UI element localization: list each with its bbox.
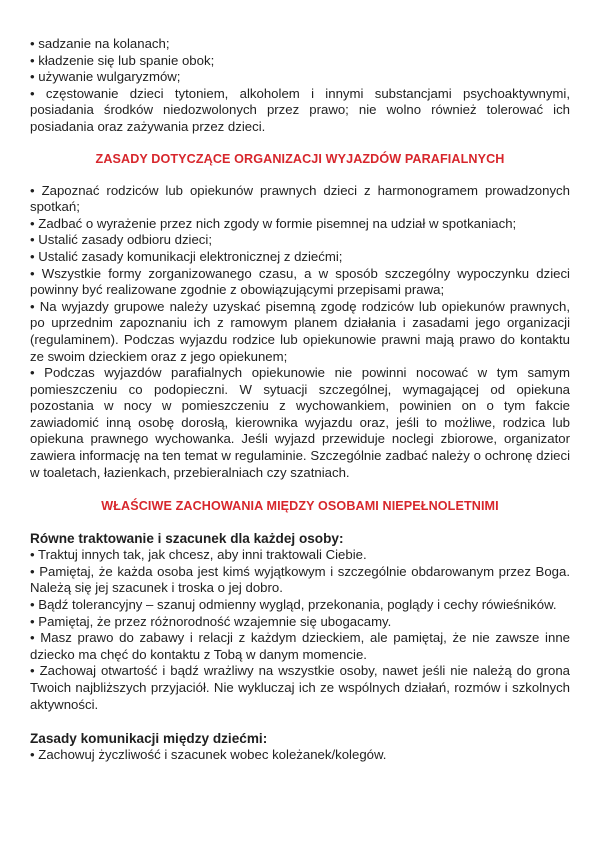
- section-heading-minors: WŁAŚCIWE ZACHOWANIA MIĘDZY OSOBAMI NIEPEŁNOLETNIMI: [101, 499, 499, 514]
- list-item: • Pamiętaj, że przez różnorodność wzajemnie się ubogacamy.: [30, 613, 392, 629]
- list-item: • Ustalić zasady komunikacji elektronicznej z dziećmi;: [30, 248, 343, 264]
- list-item: • Zapoznać rodziców lub opiekunów prawnych dzieci z harmonogramem prowadzonych spotkań;: [30, 182, 570, 215]
- list-item: • Ustalić zasady odbioru dzieci;: [30, 232, 212, 248]
- list-item: • używanie wulgaryzmów;: [30, 69, 181, 85]
- list-item: • sadzanie na kolanach;: [30, 36, 170, 51]
- list-item: • Podczas wyjazdów parafialnych opiekunowie nie powinni nocować w tym samym pomieszczeniu co podopieczni. W sytuacji szczególnej, wymagającej od opiekuna pozostania w nocy w pomieszczeniu z wychowankiem, powinien on o tym fakcie zawiadomić inną osobę dorosłą, kierownika wyjazdu oraz, jeśli to możliwe, rodzica lub opiekuna prawnego wychowanka. Jeśli wyjazd przewiduje noclegi zbiorowe, organizator zawiera informację na ten temat w regulaminie. Szczególnie zadbać należy o ochronę dzieci w toaletach, łazienkach, przebieralniach czy szatniach.: [30, 365, 570, 480]
- list-item: • Zachowuj życzliwość i szacunek wobec koleżanek/kolegów.: [30, 747, 387, 763]
- list-item: • Pamiętaj, że każda osoba jest kimś wyjątkowym i szczególnie obdarowanym przez Boga. Należą się jej szacunek i troska o jej dobro.: [30, 563, 570, 596]
- list-item: • Bądź tolerancyjny – szanuj odmienny wygląd, przekonania, poglądy i cechy rówieśników.: [30, 597, 557, 613]
- section-heading-trips: ZASADY DOTYCZĄCE ORGANIZACJI WYJAZDÓW PARAFIALNYCH: [95, 151, 505, 166]
- list-item: • Zadbać o wyrażenie przez nich zgody w formie pisemnej na udział w spotkaniach;: [30, 215, 517, 231]
- trips-list: [30, 183, 570, 482]
- list-item: • Traktuj innych tak, jak chcesz, aby inni traktowali Ciebie.: [30, 547, 367, 563]
- intro-list: [30, 36, 570, 136]
- list-item: • Masz prawo do zabawy i relacji z każdym dzieckiem, ale pamiętaj, że nie zawsze inne dziecko ma chęć do kontaktu z Tobą w danym momencie.: [30, 630, 570, 662]
- subheading-communication: Zasady komunikacji między dziećmi:: [30, 731, 268, 747]
- list-item: • częstowanie dzieci tytoniem, alkoholem i innymi substancjami psychoaktywnymi, posiadania środków niedozwolonych przez prawo; nie wolno również tolerować ich posiadania oraz zażywania przez dzieci.: [30, 85, 570, 134]
- list-item: • Na wyjazdy grupowe należy uzyskać pisemną zgodę rodziców lub opiekunów prawnych, po uprzednim zapoznaniu ich z ramowym planem działania i zasadami jego organizacji (regulaminem). Podczas wyjazdu rodzice lub opiekunowie prawni mają prawo do kontaktu ze swoim dzieckiem oraz z jego opiekunem;: [30, 298, 570, 364]
- subheading-respect: Równe traktowanie i szacunek dla każdej osoby:: [30, 531, 344, 547]
- list-item: • kładzenie się lub spanie obok;: [30, 52, 215, 68]
- list-item: • Wszystkie formy zorganizowanego czasu, a w sposób szczególny wypoczynku dzieci powinny być realizowane zgodnie z obowiązującymi przepisami prawa;: [30, 265, 570, 298]
- list-item: • Zachowaj otwartość i bądź wrażliwy na wszystkie osoby, nawet jeśli nie należą do grona Twoich najbliższych przyjaciół. Nie wykluczaj ich ze wspólnych działań, rozmów i szkolnych aktywności.: [30, 663, 570, 712]
- communication-list: [30, 747, 570, 764]
- respect-list: [30, 547, 570, 713]
